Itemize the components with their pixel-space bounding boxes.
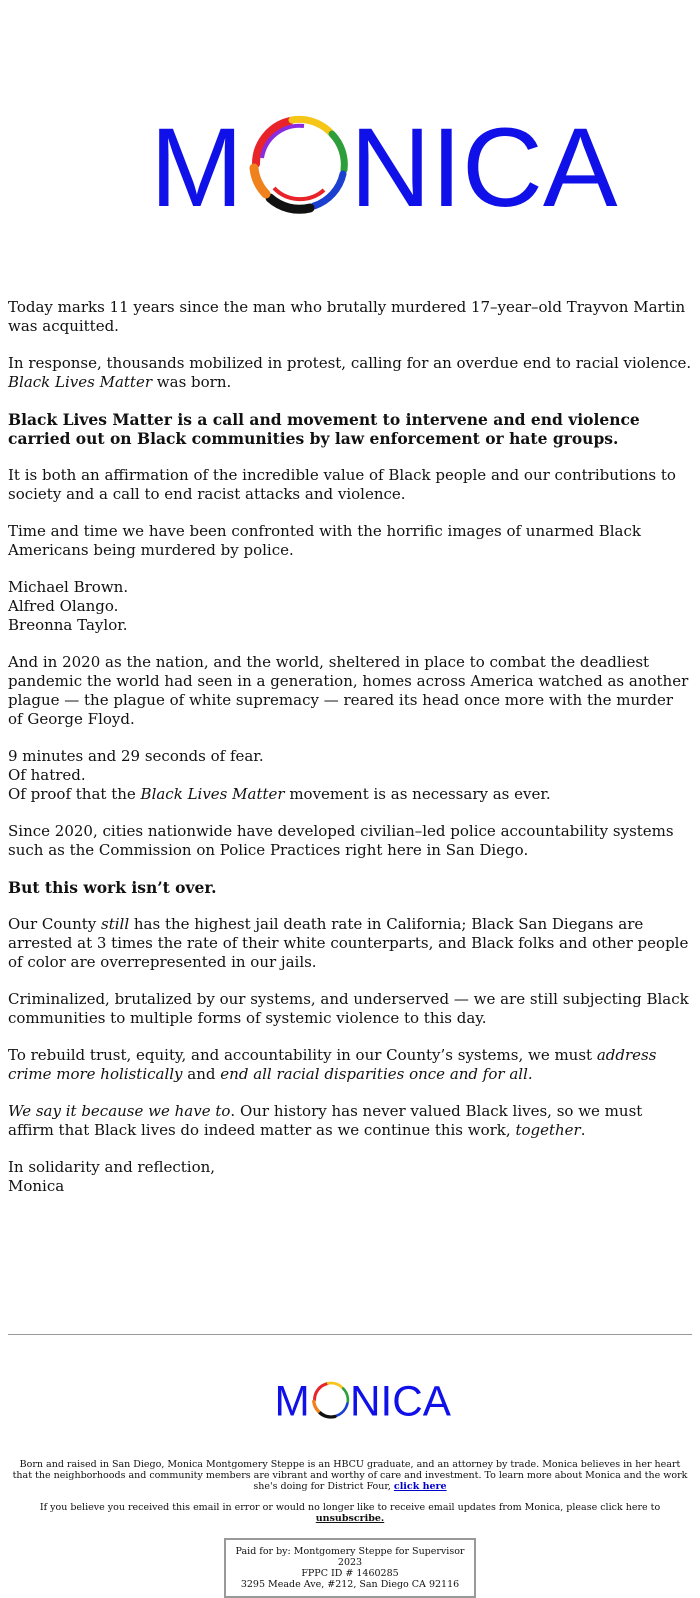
signature-text: Monica [8,1177,65,1195]
logo-letters-nica: NICA [350,1377,451,1425]
paragraph-affirmation: It is both an affirmation of the incredible value of Black people and our contributions to society and a call to end racist attacks and violence. [8,466,676,503]
header-logo [0,0,700,230]
paragraph-confronted: Time and time we have been confronted with the horrific images of unarmed Black Americans being murdered by police. [8,522,641,559]
emphasis: together [515,1121,581,1139]
text: To rebuild trust, equity, and accountability in our County’s systems, we must [8,1046,597,1064]
paragraph-2020: And in 2020 as the nation, and the world, sheltered in place to combat the deadliest pandemic the world had seen in a generation, homes across America watched as another plague — the plague of white supremacy — reared its head once more with the murder of George Floyd. [8,653,689,728]
bio-text: Born and raised in San Diego, Monica Montgomery Steppe is an HBCU graduate, and an attorney by trade. Monica believes in her heart that the neighborhoods and community members are vibrant and worthy of care and investment. To learn more about Monica and the work she's doing for District Four, [12,1459,688,1492]
paragraph-trayvon: Today marks 11 years since the man who brutally murdered 17–year–old Trayvon Martin was acquitted. [8,298,686,335]
text: was born. [152,373,232,391]
emphasis: Black Lives Matter [8,373,153,391]
logo-ring-icon [314,1383,348,1417]
sign-off [8,1158,692,1196]
text: movement is as necessary as ever. [284,785,551,803]
text: has the highest jail death rate in California; Black San Diegans are arrested at 3 times the rate of their white counterparts, and Black folks and other people of color are overrepresented in our jails. [8,915,689,971]
name-item: Michael Brown. [8,578,129,596]
emphasis: Black Lives Matter [140,785,285,803]
paragraph-blm-born [8,354,692,392]
paragraph-nine-minutes [8,747,692,804]
paragraph-work-not-over: But this work isn’t over. [8,878,217,897]
paragraph-accountability: Since 2020, cities nationwide have developed civilian–led police accountability systems such as the Commission on Police Practices right here in San Diego. [8,822,674,859]
footer-bio [10,1459,690,1492]
signoff-text: In solidarity and reflection, [8,1158,216,1176]
click-here-link[interactable]: click here [393,1481,447,1492]
paragraph-we-say-it [8,1102,692,1140]
fppc-id: FPPC ID # 1460285 [301,1568,399,1579]
text: and [182,1065,221,1083]
footer-unsubscribe [10,1502,690,1524]
emphasis: end all racial disparities once and for all. [220,1065,533,1083]
logo-letter-m: M [274,1377,310,1425]
text: Our County [8,915,101,933]
footer [0,1421,700,1524]
footer-logo [0,1335,700,1425]
paragraph-blm-definition: Black Lives Matter is a call and movement to intervene and end violence carried out on Black communities by law enforcement or hate groups. [8,410,640,448]
name-item: Breonna Taylor. [8,616,128,634]
text: . [580,1121,586,1139]
logo-ring-icon [254,119,344,209]
unsubscribe-link[interactable]: unsubscribe. [315,1513,385,1524]
text: Of proof that the [8,785,141,803]
paragraph-rebuild-trust [8,1046,692,1084]
paid-for-line: Paid for by: Montgomery Steppe for Supervisor 2023 [235,1546,465,1568]
name-item: Alfred Olango. [8,597,119,615]
logo-letters-nica: NICA [350,105,618,230]
text: 9 minutes and 29 seconds of fear. [8,747,264,765]
paragraph-criminalized: Criminalized, brutalized by our systems, and underserved — we are still subjecting Black communities to multiple forms of systemic violence to this day. [8,990,689,1027]
monica-logo-large [150,105,618,230]
logo-letter-m: M [150,105,244,230]
unsubscribe-text: If you believe you received this email in error or would no longer like to receive email updates from Monica, please click here to [39,1502,661,1513]
names-list [8,578,692,635]
paid-for-box [224,1538,476,1598]
text: Of hatred. [8,766,86,784]
emphasis: address crime more holistically [8,1046,657,1083]
text: . Our history has never valued Black lives, so we must affirm that Black lives do indeed matter as we continue this work, [8,1102,643,1139]
emphasis: still [101,915,130,933]
monica-logo-small [270,1377,451,1425]
paragraph-jail-rate [8,915,692,972]
address: 3295 Meade Ave, #212, San Diego CA 92116 [240,1579,460,1590]
email-body [0,220,700,1196]
emphasis: We say it because we have to [8,1102,231,1120]
text: In response, thousands mobilized in protest, calling for an overdue end to racial violence. [8,354,692,372]
